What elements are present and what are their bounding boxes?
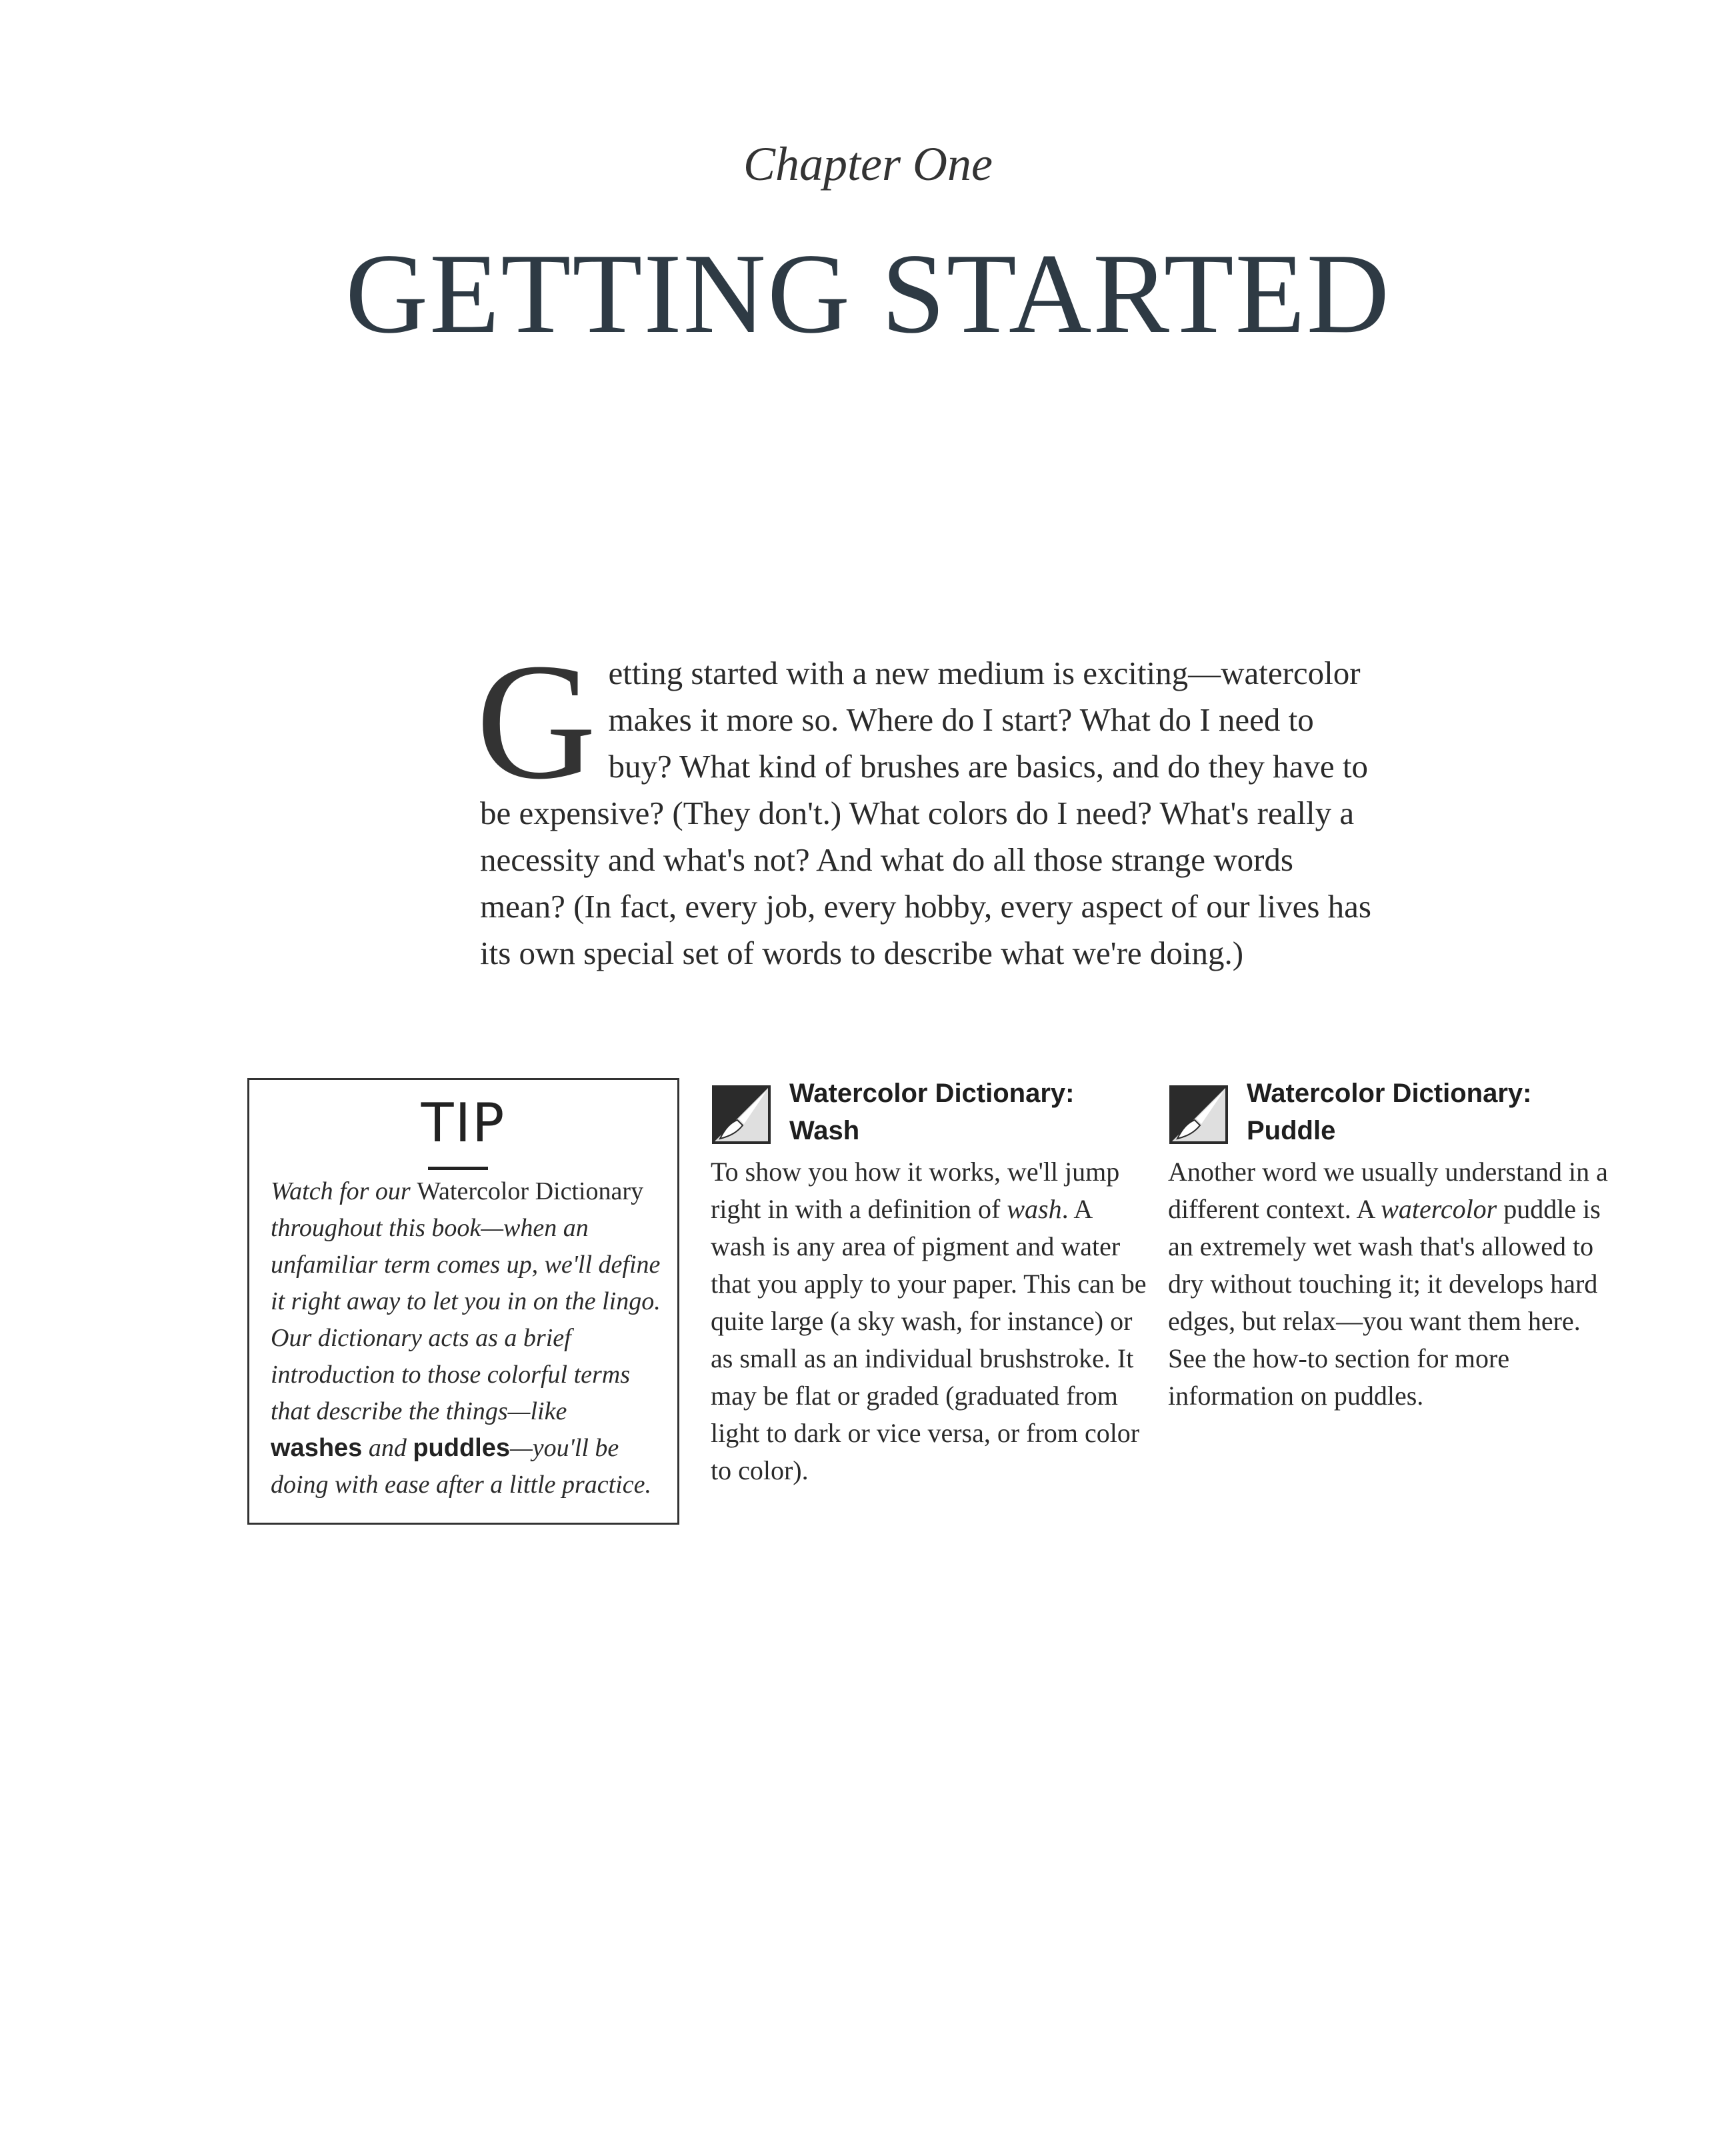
tip-text-part: —you'll be doing with ease after a little practice. xyxy=(271,1434,651,1499)
dictionary-entry-puddle xyxy=(1168,1075,1621,1415)
chapter-label: Chapter One xyxy=(743,137,993,191)
tip-term-washes: washes xyxy=(271,1434,363,1462)
definition-text: puddle is an extremely wet wash that's allowed to dry without touching it; it develops hard edges, but relax—you want them here. See the how-to section for more information on puddles. xyxy=(1168,1194,1601,1411)
intro-text: etting started with a new medium is exciting—watercolor makes it more so. Where do I start? What do I need to buy? What kind of brushes are basics, and do they have to be expensive? (They don't.) What colors do I need? What's really a necessity and what's not? And what do all those strange words mean? (In fact, every job, every hobby, every aspect of our lives has its own special set of words to describe what we're doing.) xyxy=(480,655,1371,971)
tip-underline xyxy=(428,1167,488,1170)
intro-paragraph xyxy=(476,629,1380,977)
dictionary-heading xyxy=(789,1075,1123,1149)
tip-text-part: throughout this book—when an unfamiliar term comes up, we'll define it right away to let you in on the lingo. Our dictionary acts as a brief introduction to those colorful terms that describe the things—like xyxy=(271,1214,661,1425)
dictionary-definition xyxy=(711,1153,1151,1489)
drop-cap: G xyxy=(476,629,597,814)
definition-term: wash xyxy=(1007,1194,1062,1224)
definition-term: watercolor xyxy=(1381,1194,1497,1224)
brush-icon xyxy=(1168,1084,1229,1145)
tip-text xyxy=(271,1173,664,1503)
definition-text: Another word we usually understand in a different context. A xyxy=(1168,1157,1608,1224)
brush-icon xyxy=(711,1084,772,1145)
definition-text: . A wash is any area of pigment and water that you apply to your paper. This can be quite large (a sky wash, for instance) or as small as an individual brushstroke. It may be flat or graded (graduated from light to dark or vice versa, or from color to color). xyxy=(711,1194,1147,1485)
tip-text-part: and xyxy=(362,1434,413,1462)
tip-term-dictionary: Watercolor Dictionary xyxy=(417,1177,644,1205)
dictionary-term: Wash xyxy=(789,1116,860,1145)
tip-title: TIP xyxy=(421,1092,506,1154)
dictionary-heading-label: Watercolor Dictionary: xyxy=(1247,1079,1532,1108)
definition-text: To show you how it works, we'll jump right in with a definition of xyxy=(711,1157,1120,1224)
dictionary-entry-wash xyxy=(711,1075,1151,1489)
dictionary-heading-label: Watercolor Dictionary: xyxy=(789,1079,1075,1108)
dictionary-heading xyxy=(1247,1075,1580,1149)
dictionary-term: Puddle xyxy=(1247,1116,1336,1145)
tip-text-part: Watch for our xyxy=(271,1177,417,1205)
chapter-title: GETTING STARTED xyxy=(345,231,1391,357)
tip-box xyxy=(247,1078,679,1525)
tip-term-puddles: puddles xyxy=(413,1434,510,1462)
dictionary-definition xyxy=(1168,1153,1621,1415)
